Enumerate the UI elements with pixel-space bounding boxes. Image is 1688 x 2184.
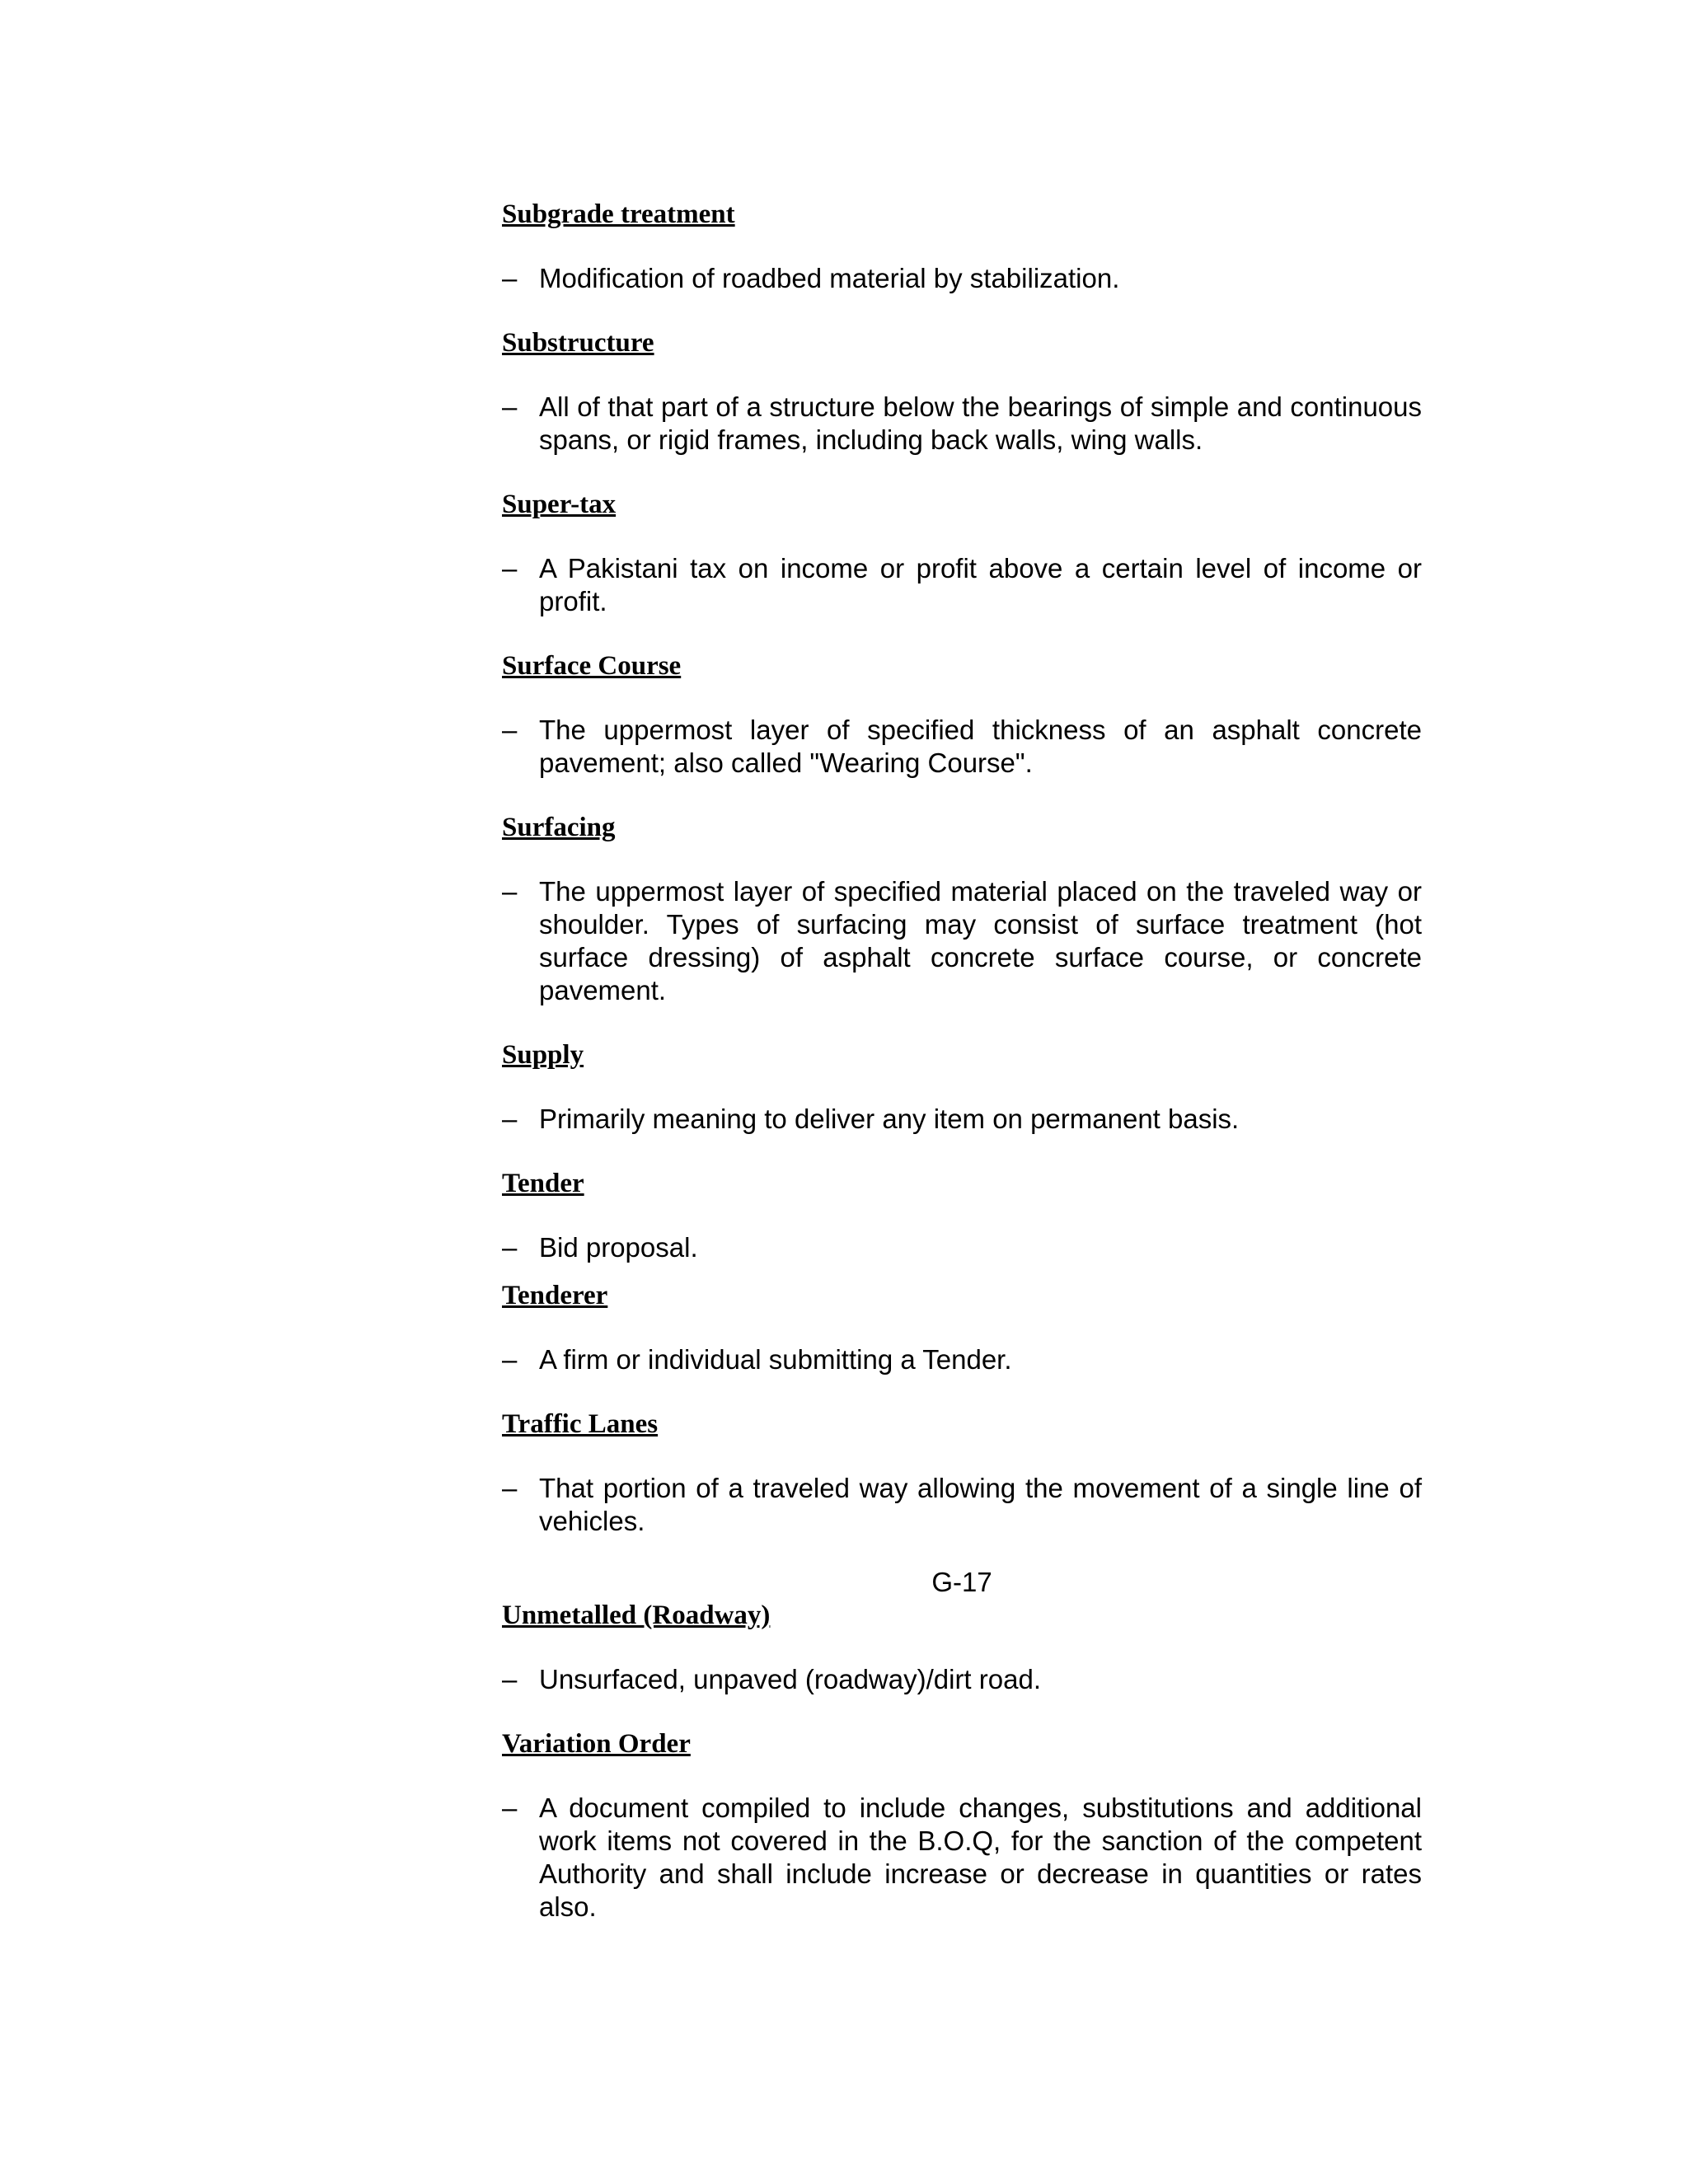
glossary-term: Surfacing — [502, 813, 616, 842]
glossary-definition — [502, 552, 1422, 618]
dash-bullet: – — [502, 553, 518, 583]
dash-bullet: – — [502, 1232, 518, 1263]
glossary-definition — [502, 391, 1422, 457]
glossary-term: Tenderer — [502, 1281, 608, 1310]
dash-bullet: – — [502, 1664, 518, 1694]
glossary-entry — [502, 1038, 1422, 1136]
glossary-entry — [502, 811, 1422, 1007]
glossary-definition — [502, 875, 1422, 1007]
glossary-entry — [502, 1279, 1422, 1376]
glossary-entry — [502, 1408, 1422, 1538]
definition-text: The uppermost layer of specified thickness of an asphalt concrete pavement; also called "Wearing Course". — [539, 715, 1422, 778]
glossary-entry — [502, 649, 1422, 780]
glossary-term: Tender — [502, 1169, 584, 1198]
glossary-entry — [502, 1599, 1422, 1696]
dash-bullet: – — [502, 391, 518, 422]
glossary-term: Substructure — [502, 328, 654, 358]
definition-text: A document compiled to include changes, substitutions and additional work items not covered in the B.O.Q, for the sanction of the competent Authority and shall include increase or decrease in quantities or rates also. — [539, 1793, 1422, 1922]
glossary-definition — [502, 262, 1422, 295]
definition-text: Primarily meaning to deliver any item on permanent basis. — [539, 1104, 1240, 1134]
glossary-term: Supply — [502, 1040, 584, 1070]
definition-text: A Pakistani tax on income or profit above a certain level of income or profit. — [539, 553, 1422, 616]
glossary-term: Traffic Lanes — [502, 1409, 659, 1439]
glossary-entry — [502, 326, 1422, 457]
glossary-definition — [502, 1343, 1422, 1376]
glossary-term: Unmetalled (Roadway) — [502, 1601, 771, 1630]
definition-text: Bid proposal. — [539, 1232, 698, 1263]
glossary-entry — [502, 1727, 1422, 1924]
glossary-definition — [502, 1663, 1422, 1696]
glossary-entry — [502, 1167, 1422, 1264]
definition-text: Modification of roadbed material by stabilization. — [539, 263, 1120, 293]
dash-bullet: – — [502, 263, 518, 293]
dash-bullet: – — [502, 1104, 518, 1134]
dash-bullet: – — [502, 715, 518, 745]
glossary-entry — [502, 198, 1422, 295]
dash-bullet: – — [502, 1344, 518, 1375]
definition-text: That portion of a traveled way allowing the movement of a single line of vehicles. — [539, 1473, 1422, 1536]
glossary-entry — [502, 488, 1422, 618]
glossary-term: Surface Course — [502, 651, 682, 681]
glossary-definition — [502, 1472, 1422, 1538]
glossary-term: Super-tax — [502, 490, 617, 519]
glossary-definition — [502, 1103, 1422, 1136]
page-number: G-17 — [931, 1567, 992, 1597]
definition-text: Unsurfaced, unpaved (roadway)/dirt road. — [539, 1664, 1041, 1694]
definition-text: A firm or individual submitting a Tender. — [539, 1344, 1012, 1375]
dash-bullet: – — [502, 1473, 518, 1503]
dash-bullet: – — [502, 876, 518, 907]
glossary-term: Variation Order — [502, 1729, 691, 1759]
glossary-term: Subgrade treatment — [502, 199, 735, 229]
definition-text: The uppermost layer of specified material placed on the traveled way or shoulder. Types of surfacing may consist of surface treatment (hot surface dressing) of asphalt concrete surface course, or concrete pavement. — [539, 876, 1422, 1005]
glossary-definition — [502, 1231, 1422, 1264]
glossary-definition — [502, 714, 1422, 780]
definition-text: All of that part of a structure below the bearings of simple and continuous spans, or rigid frames, including back walls, wing walls. — [539, 391, 1422, 455]
glossary-definition — [502, 1792, 1422, 1924]
dash-bullet: – — [502, 1793, 518, 1823]
glossary-content — [502, 198, 1422, 1924]
